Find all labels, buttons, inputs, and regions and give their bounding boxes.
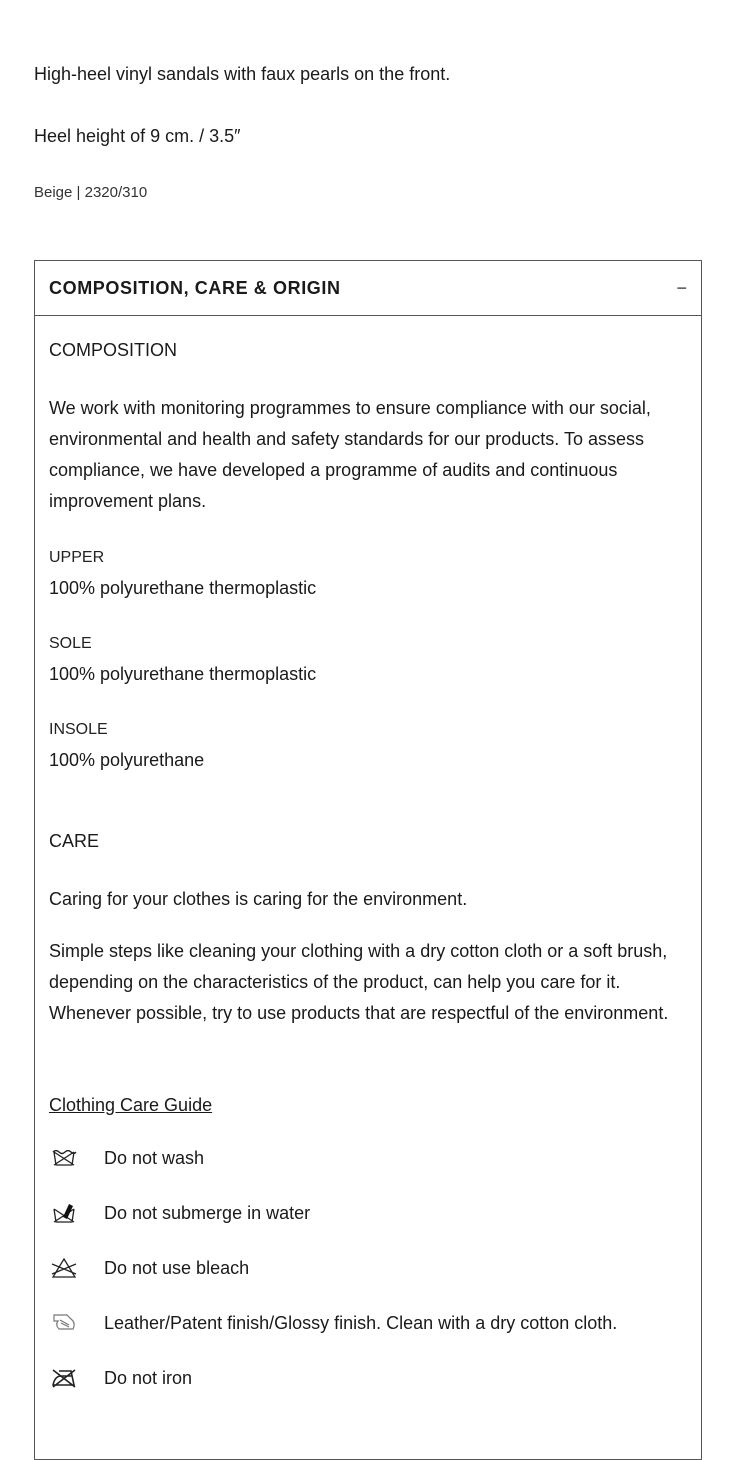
care-item bbox=[49, 1146, 204, 1170]
part-label: INSOLE bbox=[49, 721, 108, 738]
dry-cloth-clean-icon bbox=[49, 1311, 79, 1335]
clothing-care-guide-link[interactable]: Clothing Care Guide bbox=[49, 1095, 213, 1115]
care-label: Leather/Patent finish/Glossy finish. Clean with a dry cotton cloth. bbox=[104, 1312, 618, 1333]
panel-title: COMPOSITION, CARE & ORIGIN bbox=[49, 277, 341, 298]
do-not-wash-icon bbox=[49, 1146, 79, 1170]
part-label: SOLE bbox=[49, 635, 92, 652]
care-item bbox=[49, 1366, 192, 1390]
part-sole bbox=[49, 629, 687, 690]
product-description: High-heel vinyl sandals with faux pearls on the front. bbox=[34, 64, 451, 84]
part-label: UPPER bbox=[49, 549, 105, 566]
panel-header[interactable] bbox=[35, 261, 701, 316]
care-item bbox=[49, 1311, 617, 1335]
composition-care-origin-panel bbox=[34, 260, 702, 1460]
collapse-icon[interactable]: − bbox=[676, 277, 687, 298]
care-text: Simple steps like cleaning your clothing with a dry cotton cloth or a soft brush, depending on the characteristics of the product, can help you care for it. Whenever possible, try to use products that are respectful of the environment. bbox=[49, 941, 669, 1023]
do-not-submerge-icon bbox=[49, 1201, 79, 1225]
do-not-iron-icon bbox=[49, 1366, 79, 1390]
care-heading: CARE bbox=[49, 831, 100, 851]
part-upper bbox=[49, 543, 687, 604]
care-label: Do not iron bbox=[104, 1367, 193, 1388]
part-value: 100% polyurethane thermoplastic bbox=[49, 578, 317, 598]
heel-height: Heel height of 9 cm. / 3.5″ bbox=[34, 126, 241, 146]
care-label: Do not submerge in water bbox=[104, 1202, 311, 1223]
care-item bbox=[49, 1256, 249, 1280]
care-intro: Caring for your clothes is caring for the environment. bbox=[49, 889, 468, 909]
part-value: 100% polyurethane bbox=[49, 750, 205, 770]
care-item bbox=[49, 1201, 310, 1225]
composition-text: We work with monitoring programmes to ensure compliance with our social, environmental and health and safety standards for our products. To assess compliance, we have developed a programme of audits and continuous improvement plans. bbox=[49, 398, 651, 511]
composition-heading: COMPOSITION bbox=[49, 340, 178, 360]
care-label: Do not use bleach bbox=[104, 1257, 250, 1278]
do-not-bleach-icon bbox=[49, 1256, 79, 1280]
part-value: 100% polyurethane thermoplastic bbox=[49, 664, 317, 684]
color-reference: Beige | 2320/310 bbox=[34, 184, 148, 201]
part-insole bbox=[49, 715, 687, 776]
care-label: Do not wash bbox=[104, 1147, 205, 1168]
